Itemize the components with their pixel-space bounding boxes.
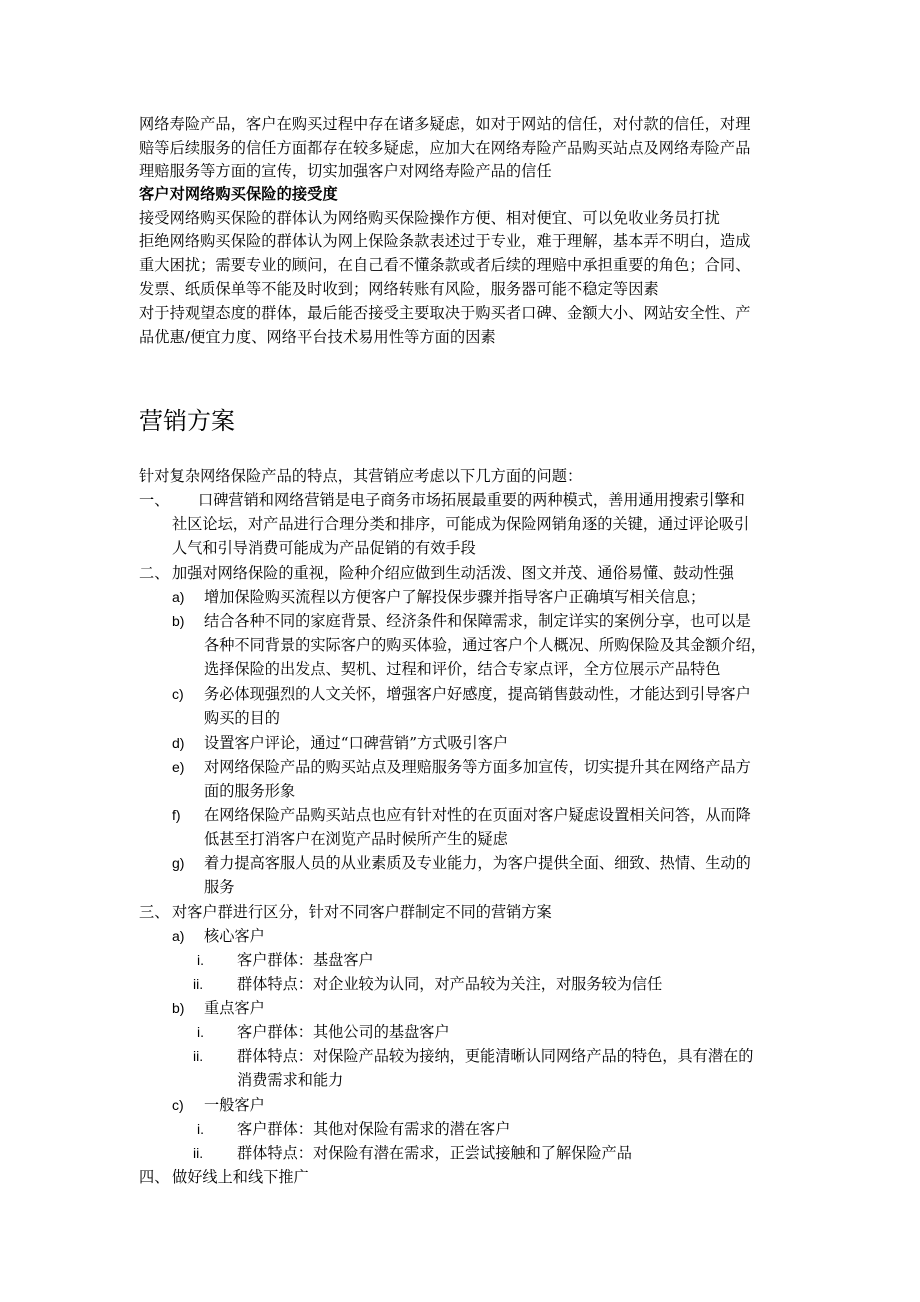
sub-item: 群体特点：对企业较为认同，对产品较为关注，对服务较为信任 [237, 975, 663, 993]
section-marker: 四、 [139, 1168, 170, 1186]
intro-line: 理赔服务等方面的宣传，切实加强客户对网络寿险产品的信任 [139, 162, 552, 180]
sub-marker: ii. [193, 1048, 204, 1064]
section4-text: 做好线上和线下推广 [172, 1168, 309, 1186]
acceptance-line: 拒绝网络购买保险的群体认为网上保险条款表述过于专业，难于理解，基本弄不明白，造成 [139, 232, 751, 250]
list-item: 购买的目的 [204, 709, 280, 727]
list-item: 面的服务形象 [204, 782, 296, 800]
sub-marker: i. [197, 952, 204, 968]
sub-item: 客户群体：其他对保险有需求的潜在客户 [237, 1120, 511, 1138]
list-item: 着力提高客服人员的从业素质及专业能力，为客户提供全面、细致、热情、生动的 [204, 854, 751, 872]
section-marker: 二、 [139, 564, 170, 582]
list-marker: b) [172, 613, 185, 629]
section-heading: 营销方案 [139, 407, 235, 435]
list-item: 选择保险的出发点、契机、过程和评价，结合专家点评，全方位展示产品特色 [204, 660, 721, 678]
acceptance-line: 重大困扰；需要专业的顾问，在自己看不懂条款或者后续的理赔中承担重要的角色；合同、 [139, 256, 751, 274]
list-item: 低甚至打消客户在浏览产品时候所产生的疑虑 [204, 830, 508, 848]
group-title: 核心客户 [204, 927, 265, 945]
acceptance-line: 对于持观望态度的群体，最后能否接受主要取决于购买者口碑、金额大小、网站安全性、产 [139, 304, 751, 322]
group-title: 重点客户 [204, 999, 265, 1017]
sub-item: 客户群体：其他公司的基盘客户 [237, 1023, 450, 1041]
list-marker: e) [172, 759, 185, 775]
list-item: 务必体现强烈的人文关怀，增强客户好感度，提高销售鼓动性，才能达到引导客户 [204, 685, 751, 703]
sub-item: 群体特点：对保险产品较为接纳，更能清晰认同网络产品的特色，具有潜在的 [237, 1047, 754, 1065]
sub-marker: ii. [193, 1145, 204, 1161]
intro-line: 赔等后续服务的信任方面都存在较多疑虑，应加大在网络寿险产品购买站点及网络寿险产品 [139, 139, 751, 157]
list-item: 增加保险购买流程以方便客户了解投保步骤并指导客户正确填写相关信息； [204, 588, 706, 606]
sub-item: 客户群体：基盘客户 [237, 951, 374, 969]
lead-line: 针对复杂网络保险产品的特点，其营销应考虑以下几方面的问题： [139, 467, 583, 485]
list-item: 在网络保险产品购买站点也应有针对性的在页面对客户疑虑设置相关问答，从而降 [204, 806, 751, 824]
sub-item: 消费需求和能力 [237, 1071, 344, 1089]
acceptance-line: 发票、纸质保单等不能及时收到；网络转账有风险，服务器可能不稳定等因素 [139, 280, 659, 298]
list-marker: c) [172, 686, 184, 702]
sub-marker: i. [197, 1024, 204, 1040]
section3-text: 对客户群进行区分，针对不同客户群制定不同的营销方案 [172, 903, 552, 921]
group-title: 一般客户 [204, 1096, 265, 1114]
list-item: 各种不同背景的实际客户的购买体验，通过客户个人概况、所购保险及其金额介绍， [204, 636, 766, 654]
section1-line: 社区论坛，对产品进行合理分类和排序，可能成为保险网销角逐的关键，通过评论吸引 [172, 515, 750, 533]
section1-line: 人气和引导消费可能成为产品促销的有效手段 [172, 539, 476, 557]
list-marker: c) [172, 1097, 184, 1113]
sub-marker: i. [197, 1121, 204, 1137]
list-item: 设置客户评论，通过“口碑营销”方式吸引客户 [204, 734, 509, 752]
sub-marker: ii. [193, 976, 204, 992]
section2-text: 加强对网络保险的重视，险种介绍应做到生动活泼、图文并茂、通俗易懂、鼓动性强 [172, 564, 734, 582]
section-marker: 三、 [139, 903, 170, 921]
intro-line: 网络寿险产品，客户在购买过程中存在诸多疑虑，如对于网站的信任，对付款的信任，对理 [139, 115, 751, 133]
acceptance-line: 接受网络购买保险的群体认为网络购买保险操作方便、相对便宜、可以免收业务员打扰 [139, 209, 720, 227]
list-marker: g) [172, 855, 185, 871]
list-marker: d) [172, 735, 185, 751]
list-marker: f) [172, 807, 181, 823]
acceptance-title: 客户对网络购买保险的接受度 [139, 185, 338, 203]
list-marker: b) [172, 1000, 185, 1016]
list-item: 服务 [204, 878, 235, 896]
sub-item: 群体特点：对保险有潜在需求，正尝试接触和了解保险产品 [237, 1144, 632, 1162]
section1-line: 口碑营销和网络营销是电子商务市场拓展最重要的两种模式，善用通用搜索引擎和 [198, 491, 745, 509]
section-marker: 一、 [139, 491, 170, 509]
acceptance-line: 品优惠/便宜力度、网络平台技术易用性等方面的因素 [139, 328, 496, 346]
list-marker: a) [172, 589, 185, 605]
list-item: 对网络保险产品的购买站点及理赔服务等方面多加宣传，切实提升其在网络产品方 [204, 758, 751, 776]
list-marker: a) [172, 928, 185, 944]
list-item: 结合各种不同的家庭背景、经济条件和保障需求，制定详实的案例分享，也可以是 [204, 612, 751, 630]
